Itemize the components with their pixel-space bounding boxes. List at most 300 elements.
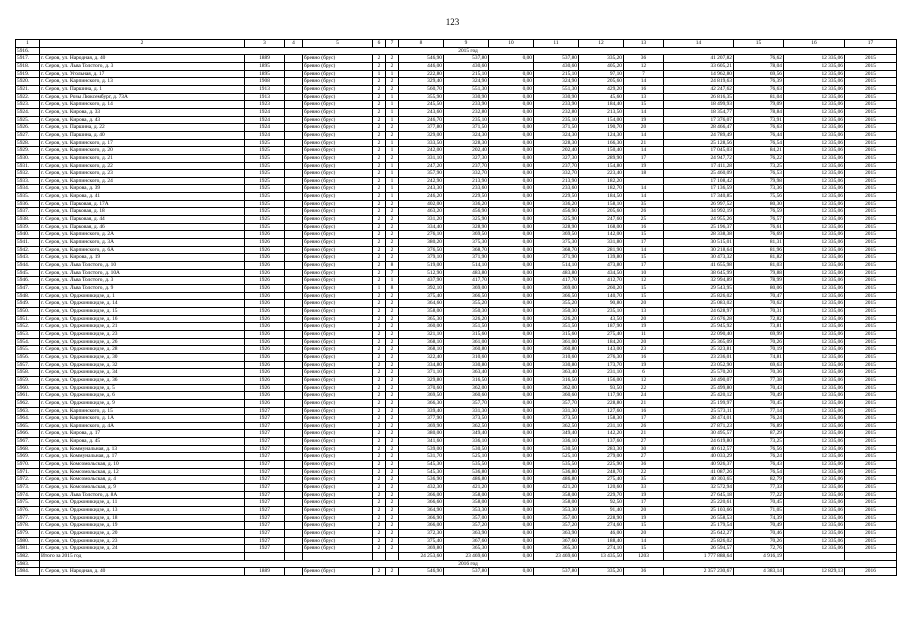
table-cell: 26 xyxy=(624,422,664,430)
table-cell: 0,00 xyxy=(489,223,534,231)
table-cell: 0,00 xyxy=(489,338,534,346)
table-cell: 0,00 xyxy=(489,491,534,499)
table-cell: 324,90 xyxy=(534,78,579,86)
table-cell: 2015 xyxy=(845,507,897,515)
table-cell: 1925 xyxy=(245,162,285,170)
table-cell: г. Серов, ул. Карпинского, д. 22 xyxy=(40,162,245,170)
table-cell: 0,00 xyxy=(489,361,534,369)
table-cell: 366,30 xyxy=(399,399,444,407)
table-row xyxy=(16,537,897,545)
table-cell: 158,10 xyxy=(579,200,624,208)
table-cell: 17 xyxy=(624,154,664,162)
table-cell: г. Серов, ул. Кирова, д. 33 xyxy=(40,108,245,116)
table-cell: бревно (брус) xyxy=(303,307,373,315)
table-cell: 2 xyxy=(386,545,399,553)
table-cell: 1 xyxy=(386,162,399,170)
table-cell: 275,40 xyxy=(579,476,624,484)
table-cell: 14 962,80 xyxy=(664,70,734,78)
table-cell: бревно (брус) xyxy=(303,537,373,545)
table-cell: 76,59 xyxy=(734,208,784,216)
table-cell: 1926 xyxy=(245,262,285,270)
table-cell: 12 335,06 xyxy=(784,476,845,484)
table-cell: 20 xyxy=(624,338,664,346)
table-cell: 2 xyxy=(373,407,386,415)
table-cell: 402,00 xyxy=(399,200,444,208)
table-cell: бревно (брус) xyxy=(303,499,373,507)
table-cell: 2 xyxy=(373,62,386,70)
table-cell: 12 335,06 xyxy=(784,292,845,300)
table-cell: 363,40 xyxy=(444,369,489,377)
table-cell: 24 490,07 xyxy=(664,376,734,384)
table-cell: 81,31 xyxy=(734,239,784,247)
table-cell: г. Серов, ул. Орджоникидзе, д. 15 xyxy=(40,307,245,315)
table-row xyxy=(16,530,897,538)
table-cell: 371,90 xyxy=(534,254,579,262)
table-cell: 2 xyxy=(373,338,386,346)
table-cell: бревно (брус) xyxy=(303,200,373,208)
table-cell: г. Серов, ул. Карпинского, д. 2А xyxy=(40,231,245,239)
table-cell: 417,70 xyxy=(534,277,579,285)
table-cell: 2 xyxy=(373,139,386,147)
table-row xyxy=(16,384,897,392)
table-cell: 18 xyxy=(624,170,664,178)
table-cell: 13 xyxy=(624,93,664,101)
table-cell: 17 045,03 xyxy=(664,147,734,155)
table-cell: 2 xyxy=(386,537,399,545)
table-cell: 5957. xyxy=(16,361,40,369)
table-cell: бревно (брус) xyxy=(303,78,373,86)
table-cell: г. Серов, ул. Льва Толстого, д. 3 xyxy=(40,277,245,285)
table-cell: 369,90 xyxy=(399,422,444,430)
table-cell: 5947. xyxy=(16,285,40,293)
table-cell: 5970. xyxy=(16,461,40,469)
table-cell: 2 xyxy=(373,200,386,208)
table-cell: 0,00 xyxy=(489,239,534,247)
table-cell: 1924 xyxy=(245,124,285,132)
table-cell: 74,81 xyxy=(734,353,784,361)
table-cell: 324,90 xyxy=(444,78,489,86)
table-cell: 368,10 xyxy=(399,338,444,346)
table-cell: 76,61 xyxy=(734,223,784,231)
table-cell: 2 xyxy=(373,177,386,185)
table-cell: 353,30 xyxy=(444,507,489,515)
table-cell: 1926 xyxy=(245,300,285,308)
table-cell: 260,20 xyxy=(579,285,624,293)
table-cell: 525,10 xyxy=(534,453,579,461)
table-cell: 13 435,50 xyxy=(579,552,624,560)
table-cell: 2015 xyxy=(845,193,897,201)
table-cell: 76,63 xyxy=(734,85,784,93)
table-cell: 1926 xyxy=(245,392,285,400)
table-cell: 0,00 xyxy=(489,330,534,338)
table-cell: 5929. xyxy=(16,147,40,155)
table-row xyxy=(16,262,897,270)
table-cell: 0,00 xyxy=(489,262,534,270)
table-cell: 81,04 xyxy=(734,93,784,101)
table-cell: 0,00 xyxy=(489,216,534,224)
table-cell: 2015 xyxy=(845,407,897,415)
table-cell: 12 335,06 xyxy=(784,170,845,178)
table-row xyxy=(16,101,897,109)
table-cell: 12 335,06 xyxy=(784,315,845,323)
table-cell: 512,90 xyxy=(399,269,444,277)
table-cell: 2 xyxy=(386,484,399,492)
table-cell: 366,90 xyxy=(399,514,444,522)
table-cell: 5978. xyxy=(16,522,40,530)
table-cell: 0,00 xyxy=(489,78,534,86)
table-cell: 18 354,77 xyxy=(664,108,734,116)
table-cell: 456,90 xyxy=(444,208,489,216)
table-cell: 2015 xyxy=(845,392,897,400)
table-cell: 5962. xyxy=(16,399,40,407)
table-row xyxy=(16,499,897,507)
table-cell: 1927 xyxy=(245,476,285,484)
table-cell: 1926 xyxy=(245,269,285,277)
table-cell: 16 xyxy=(624,223,664,231)
table-cell: 12 335,06 xyxy=(784,330,845,338)
table-cell: бревно (брус) xyxy=(303,407,373,415)
table-cell: 12 335,06 xyxy=(784,522,845,530)
table-cell: 405,20 xyxy=(579,62,624,70)
table-cell: 14 xyxy=(624,537,664,545)
table-cell: 25 xyxy=(624,216,664,224)
table-cell: г. Серов, ул. Орджоникидзе, д. 36 xyxy=(40,376,245,384)
table-cell: 2 xyxy=(386,307,399,315)
table-cell: 1 777 888,64 xyxy=(664,552,734,560)
column-number-row xyxy=(16,40,897,48)
table-row xyxy=(16,522,897,530)
table-cell: 26 816,35 xyxy=(664,93,734,101)
table-cell: г. Серов, ул. Орджоникидзе, д. 24 xyxy=(40,545,245,553)
table-cell: 35 xyxy=(624,200,664,208)
table-cell: 70,36 xyxy=(734,369,784,377)
table-cell: 412,70 xyxy=(579,277,624,285)
table-cell: 12 335,06 xyxy=(784,154,845,162)
table-cell: 17 136,59 xyxy=(664,185,734,193)
table-cell: 2 xyxy=(373,491,386,499)
table-cell: 355,20 xyxy=(444,300,489,308)
table-cell: 0,00 xyxy=(489,177,534,185)
table-cell: 40 303,65 xyxy=(664,476,734,484)
table-cell: г. Серов, ул. Орджоникидзе, д. 19 xyxy=(40,522,245,530)
table-cell: бревно (брус) xyxy=(303,476,373,484)
table-cell: 70,62 xyxy=(734,300,784,308)
table-row xyxy=(16,62,897,70)
table-cell: 0,00 xyxy=(489,139,534,147)
table-cell: 12 335,06 xyxy=(784,445,845,453)
table-cell: 173,70 xyxy=(579,361,624,369)
table-cell: 235,10 xyxy=(444,116,489,124)
table-cell: 2 xyxy=(373,445,386,453)
table-cell xyxy=(285,545,303,553)
table-cell: 530,50 xyxy=(534,445,579,453)
table-cell xyxy=(285,139,303,147)
table-cell: 0,00 xyxy=(489,315,534,323)
table-cell: 5979. xyxy=(16,530,40,538)
table-cell xyxy=(285,353,303,361)
table-cell: 376,50 xyxy=(399,246,444,254)
table-cell xyxy=(285,262,303,270)
table-cell: 358,00 xyxy=(534,491,579,499)
table-cell: 12 335,06 xyxy=(784,62,845,70)
table-cell: 28 474,01 xyxy=(664,415,734,423)
table-cell: 0,00 xyxy=(489,300,534,308)
table-cell: бревно (брус) xyxy=(303,154,373,162)
table-cell: 6 xyxy=(624,369,664,377)
table-cell: 2015 xyxy=(845,101,897,109)
table-cell: 279,00 xyxy=(579,453,624,461)
table-cell: 331,10 xyxy=(399,154,444,162)
table-cell: 315,60 xyxy=(444,330,489,338)
table-cell: 70,26 xyxy=(734,338,784,346)
table-cell: 76,53 xyxy=(734,170,784,178)
table-cell: 5977. xyxy=(16,514,40,522)
table-cell: 5975. xyxy=(16,499,40,507)
table-cell: 1927 xyxy=(245,514,285,522)
table-cell: 2015 xyxy=(845,170,897,178)
table-cell: 79,88 xyxy=(734,269,784,277)
table-cell: 357,70 xyxy=(444,399,489,407)
table-cell: 137,60 xyxy=(579,438,624,446)
table-cell: 25 128,56 xyxy=(664,139,734,147)
table-cell: 2015 xyxy=(845,124,897,132)
table-cell: 2 xyxy=(386,491,399,499)
table-cell: 2 xyxy=(373,300,386,308)
table-cell: 0,00 xyxy=(489,108,534,116)
table-cell: 2 xyxy=(386,568,399,576)
table-row xyxy=(16,392,897,400)
table-cell: 1927 xyxy=(245,415,285,423)
table-cell: 1 xyxy=(386,101,399,109)
table-cell: 12 335,06 xyxy=(784,193,845,201)
table-cell: 2 xyxy=(386,330,399,338)
table-cell: 17 xyxy=(624,239,664,247)
table-cell: г. Серов, ул. Карпинского, д. 21 xyxy=(40,154,245,162)
table-row xyxy=(16,216,897,224)
table-cell: 2 xyxy=(373,530,386,538)
table-cell: 12 335,06 xyxy=(784,530,845,538)
table-cell: 12 335,06 xyxy=(784,246,845,254)
table-cell: бревно (брус) xyxy=(303,292,373,300)
table-cell: 69,63 xyxy=(734,361,784,369)
column-number-cell: 14 xyxy=(664,40,734,48)
table-cell xyxy=(285,499,303,507)
table-cell: 5968. xyxy=(16,445,40,453)
table-cell: г. Серов, ул. Комсомольская, д. 10 xyxy=(40,461,245,469)
table-cell: 330,80 xyxy=(534,361,579,369)
table-cell: г. Серов, ул. Орджоникидзе, д. 14 xyxy=(40,300,245,308)
table-cell: 1927 xyxy=(245,438,285,446)
table-cell: 12 335,06 xyxy=(784,376,845,384)
table-cell: 25 570,20 xyxy=(664,369,734,377)
table-cell: 139,80 xyxy=(579,254,624,262)
table-cell: 1926 xyxy=(245,277,285,285)
table-cell: 369,00 xyxy=(444,285,489,293)
table-cell: 2015 xyxy=(845,246,897,254)
table-cell: 7 xyxy=(386,269,399,277)
table-cell: 41 655,98 xyxy=(664,262,734,270)
table-cell: 336,20 xyxy=(444,200,489,208)
table-cell xyxy=(285,200,303,208)
year-label-cell: 2016 год xyxy=(40,560,897,568)
table-cell: 370,60 xyxy=(399,384,444,392)
table-cell: 25 199,97 xyxy=(664,399,734,407)
table-cell: 76,44 xyxy=(734,131,784,139)
table-cell: 1927 xyxy=(245,537,285,545)
table-cell: 331,30 xyxy=(534,407,579,415)
table-cell: 246,70 xyxy=(399,116,444,124)
table-cell: 0,00 xyxy=(489,376,534,384)
table-cell: 2 xyxy=(373,116,386,124)
table-cell: 329,80 xyxy=(399,376,444,384)
table-cell: 2 xyxy=(386,131,399,139)
table-cell: 12 335,06 xyxy=(784,277,845,285)
table-cell: 5969. xyxy=(16,453,40,461)
table-cell: 2015 xyxy=(845,323,897,331)
table-cell: 14 xyxy=(624,193,664,201)
table-row xyxy=(16,154,897,162)
table-cell: 429,20 xyxy=(579,85,624,93)
table-cell: 2 xyxy=(373,499,386,507)
table-cell: 2 xyxy=(386,499,399,507)
table-cell: 15 xyxy=(624,545,664,553)
table-cell: 2015 xyxy=(845,55,897,63)
table-cell: 27 xyxy=(624,438,664,446)
table-cell: 26 558,53 xyxy=(664,514,734,522)
table-cell: 537,80 xyxy=(444,568,489,576)
table-cell: 2015 xyxy=(845,93,897,101)
table-row xyxy=(16,116,897,124)
table-cell: 5981. xyxy=(16,545,40,553)
table-cell: бревно (брус) xyxy=(303,93,373,101)
table-cell: бревно (брус) xyxy=(303,453,373,461)
table-cell: 76,24 xyxy=(734,453,784,461)
table-cell: 380,00 xyxy=(399,430,444,438)
table-cell: 35 xyxy=(624,476,664,484)
table-cell xyxy=(285,116,303,124)
table-row xyxy=(16,468,897,476)
table-cell: 12 335,06 xyxy=(784,307,845,315)
table-cell: 519,00 xyxy=(399,262,444,270)
table-cell: 2015 xyxy=(845,369,897,377)
table-cell: бревно (брус) xyxy=(303,353,373,361)
table-cell: 2015 xyxy=(845,330,897,338)
table-cell: 142,00 xyxy=(579,231,624,239)
table-cell: бревно (брус) xyxy=(303,507,373,515)
table-cell: 2 xyxy=(373,216,386,224)
table-cell: 78,99 xyxy=(734,277,784,285)
table-row xyxy=(16,124,897,132)
table-cell: 536,80 xyxy=(444,468,489,476)
table-cell: 349,40 xyxy=(534,430,579,438)
table-cell: 76,89 xyxy=(734,422,784,430)
table-cell: 1926 xyxy=(245,399,285,407)
table-cell xyxy=(285,269,303,277)
table-cell: 242,00 xyxy=(399,147,444,155)
table-row xyxy=(16,415,897,423)
table-cell: 392,10 xyxy=(399,285,444,293)
table-cell: 329,00 xyxy=(399,131,444,139)
table-cell: 5950. xyxy=(16,307,40,315)
table-cell: 154,00 xyxy=(579,116,624,124)
table-cell: г. Серов, ул. Парковая, д. 18 xyxy=(40,208,245,216)
table-cell xyxy=(285,223,303,231)
table-cell: бревно (брус) xyxy=(303,430,373,438)
table-cell: 87,29 xyxy=(734,430,784,438)
table-row xyxy=(16,407,897,415)
table-cell: 76,54 xyxy=(734,468,784,476)
table-cell: 25 220,61 xyxy=(664,499,734,507)
table-cell: 357,00 xyxy=(444,514,489,522)
table-cell: 223,40 xyxy=(579,170,624,178)
table-cell: 12 335,06 xyxy=(784,131,845,139)
table-cell: бревно (брус) xyxy=(303,177,373,185)
table-cell: 12 335,06 xyxy=(784,430,845,438)
table-cell xyxy=(373,552,386,560)
table-cell xyxy=(285,445,303,453)
table-cell: г. Серов, ул. Орджоникидзе, д. 9 xyxy=(40,399,245,407)
table-cell: г. Серов, ул. Орджоникидзе, д. 26 xyxy=(40,338,245,346)
table-cell: 16 xyxy=(624,85,664,93)
table-cell: 2 xyxy=(373,392,386,400)
table-cell: 41 087,26 xyxy=(664,468,734,476)
table-cell: 5930. xyxy=(16,154,40,162)
table-cell: 70,49 xyxy=(734,392,784,400)
table-cell: 525,10 xyxy=(444,453,489,461)
table-cell: бревно (брус) xyxy=(303,262,373,270)
table-cell: 325,90 xyxy=(444,216,489,224)
table-cell: 21 xyxy=(624,399,664,407)
table-cell: 2 xyxy=(373,507,386,515)
table-cell: 4 383,14 xyxy=(734,568,784,576)
table-cell: 2015 xyxy=(845,346,897,354)
table-cell: 70,26 xyxy=(734,537,784,545)
table-cell: 380,20 xyxy=(399,239,444,247)
table-cell: 14 xyxy=(624,108,664,116)
year-label-cell: 2015 год xyxy=(40,47,897,55)
table-cell: 22 xyxy=(624,468,664,476)
table-cell: 2015 xyxy=(845,499,897,507)
table-cell: 0,00 xyxy=(489,552,534,560)
table-cell: 21 xyxy=(624,139,664,147)
table-cell: 40 612,57 xyxy=(664,445,734,453)
table-cell: 2 xyxy=(386,254,399,262)
table-cell: 246,20 xyxy=(399,193,444,201)
table-cell: 237,70 xyxy=(534,162,579,170)
table-cell xyxy=(285,530,303,538)
table-cell: 2 xyxy=(373,93,386,101)
table-cell: 5921. xyxy=(16,85,40,93)
table-cell: 213,90 xyxy=(444,177,489,185)
table-cell: 2 xyxy=(386,315,399,323)
table-row xyxy=(16,285,897,293)
table-row xyxy=(16,231,897,239)
table-cell: 12 335,06 xyxy=(784,269,845,277)
table-cell: 12 335,06 xyxy=(784,338,845,346)
table-cell: 24 628,97 xyxy=(664,307,734,315)
table-cell: 72,76 xyxy=(734,545,784,553)
table-cell: 0,00 xyxy=(489,147,534,155)
table-cell: г. Серов, ул. Льва Толстого, д. 9 xyxy=(40,285,245,293)
table-cell: 5925. xyxy=(16,116,40,124)
table-cell: бревно (брус) xyxy=(303,269,373,277)
table-cell xyxy=(285,514,303,522)
table-cell: 326,20 xyxy=(444,315,489,323)
table-cell: г. Серов, ул. Коммунальная, д. 17 xyxy=(40,453,245,461)
table-cell: 2 xyxy=(386,514,399,522)
table-cell: 23 469,60 xyxy=(534,552,579,560)
table-cell: 358,00 xyxy=(534,499,579,507)
